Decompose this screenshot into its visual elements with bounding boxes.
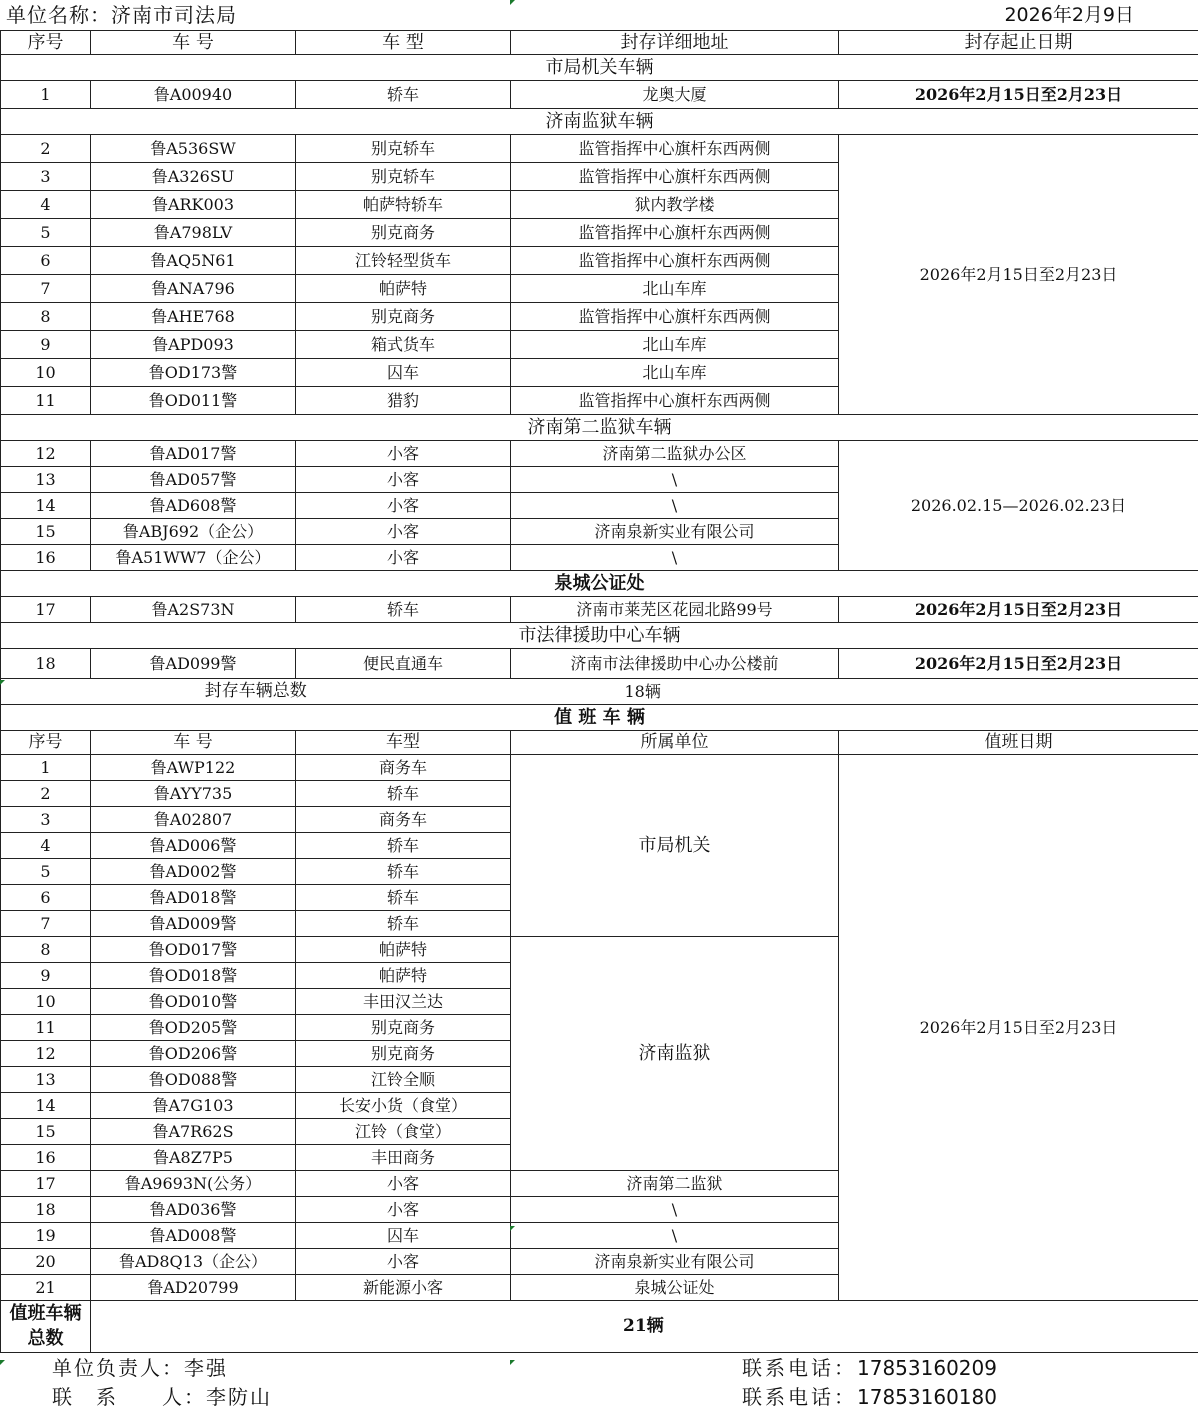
- table-row: [1, 649, 1198, 679]
- plate-number: 鲁A536SW: [91, 135, 296, 163]
- vehicle-type: 小客: [296, 441, 511, 467]
- contact-phone: [510, 1383, 1198, 1411]
- plate-number: 鲁AD057警: [91, 467, 296, 493]
- vehicle-type: 轿车: [296, 911, 511, 937]
- row-number: 4: [1, 833, 91, 859]
- vehicle-type: 帕萨特轿车: [296, 191, 511, 219]
- row-number: 12: [1, 441, 91, 467]
- group-title: 市法律援助中心车辆: [1, 623, 1198, 649]
- vehicle-type: 别克轿车: [296, 163, 511, 191]
- column-header: 封存详细地址: [511, 31, 839, 55]
- seal-address: \: [511, 493, 839, 519]
- column-header: 车 型: [296, 31, 511, 55]
- vehicle-type: 江铃全顺: [296, 1067, 511, 1093]
- seal-address: 监管指挥中心旗杆东西两侧: [511, 135, 839, 163]
- row-number: 7: [1, 275, 91, 303]
- row-number: 18: [1, 1197, 91, 1223]
- vehicle-type: 箱式货车: [296, 331, 511, 359]
- plate-number: 鲁AD002警: [91, 859, 296, 885]
- vehicle-type: 小客: [296, 1171, 511, 1197]
- plate-number: 鲁AD008警: [91, 1223, 296, 1249]
- row-number: 16: [1, 1145, 91, 1171]
- row-number: 10: [1, 989, 91, 1015]
- cell-marker-icon: [510, 1226, 515, 1231]
- row-number: 5: [1, 859, 91, 885]
- group-title: 济南监狱车辆: [1, 109, 1198, 135]
- group-title: 济南第二监狱车辆: [1, 415, 1198, 441]
- plate-number: 鲁AD018警: [91, 885, 296, 911]
- group-title-row: [1, 55, 1198, 81]
- seal-address: 济南市法律援助中心办公楼前: [511, 649, 839, 679]
- duty-title-row: [1, 705, 1198, 731]
- group-title-row: [1, 415, 1198, 441]
- row-number: 6: [1, 247, 91, 275]
- report-date: 2026年2月9日: [1004, 3, 1134, 26]
- vehicle-type: 别克商务: [296, 303, 511, 331]
- column-header: 序号: [1, 31, 91, 55]
- plate-number: 鲁OD018警: [91, 963, 296, 989]
- duty-total-label: [1, 1301, 91, 1353]
- leader-phone-number: 17853160209: [857, 1356, 997, 1380]
- sealed-total-value: 18辆: [511, 679, 1198, 705]
- vehicle-type: 丰田商务: [296, 1145, 511, 1171]
- plate-number: 鲁ABJ692（企公）: [91, 519, 296, 545]
- row-number: 15: [1, 519, 91, 545]
- plate-number: 鲁A9693N(公务）: [91, 1171, 296, 1197]
- plate-number: 鲁ARK003: [91, 191, 296, 219]
- sealed-total-label: 封存车辆总数: [1, 679, 511, 705]
- column-header: 所属单位: [511, 731, 839, 755]
- table-row: [1, 755, 1198, 781]
- row-number: 17: [1, 1171, 91, 1197]
- plate-number: 鲁OD011警: [91, 387, 296, 415]
- duty-total-label-line2: 总数: [27, 1327, 64, 1349]
- table-row: [1, 597, 1198, 623]
- plate-number: 鲁A2S73N: [91, 597, 296, 623]
- sealed-total-row: [1, 679, 1198, 705]
- vehicle-type: 别克商务: [296, 1041, 511, 1067]
- vehicle-type: 便民直通车: [296, 649, 511, 679]
- seal-address: 北山车库: [511, 275, 839, 303]
- seal-address: 济南第二监狱办公区: [511, 441, 839, 467]
- sheet-footer: [0, 1353, 1198, 1411]
- duty-title: 值 班 车 辆: [1, 705, 1198, 731]
- leader-name: 单位负责人：李强: [52, 1356, 228, 1380]
- group-title-row: [1, 623, 1198, 649]
- vehicle-type: 轿车: [296, 781, 511, 807]
- row-number: 1: [1, 81, 91, 109]
- plate-number: 鲁OD088警: [91, 1067, 296, 1093]
- vehicle-type: 轿车: [296, 885, 511, 911]
- group-title: 市局机关车辆: [1, 55, 1198, 81]
- duty-unit: 济南第二监狱: [511, 1171, 839, 1197]
- unit-name: 单位名称：济南市司法局: [6, 3, 237, 27]
- vehicle-table: [0, 30, 1198, 1353]
- vehicle-type: 别克商务: [296, 219, 511, 247]
- row-number: 2: [1, 781, 91, 807]
- row-number: 13: [1, 467, 91, 493]
- table-row: [1, 135, 1198, 163]
- plate-number: 鲁A7R62S: [91, 1119, 296, 1145]
- seal-date: 2026年2月15日至2月23日: [839, 597, 1198, 623]
- row-number: 19: [1, 1223, 91, 1249]
- leader-phone: [510, 1353, 1198, 1383]
- duty-unit: 市局机关: [511, 755, 839, 937]
- vehicle-type: 商务车: [296, 755, 511, 781]
- row-number: 3: [1, 807, 91, 833]
- vehicle-type: 帕萨特: [296, 937, 511, 963]
- seal-address: 监管指挥中心旗杆东西两侧: [511, 219, 839, 247]
- duty-unit: 泉城公证处: [511, 1275, 839, 1301]
- plate-number: 鲁AD20799: [91, 1275, 296, 1301]
- plate-number: 鲁AD099警: [91, 649, 296, 679]
- seal-address: 北山车库: [511, 331, 839, 359]
- vehicle-type: 新能源小客: [296, 1275, 511, 1301]
- row-number: 12: [1, 1041, 91, 1067]
- vehicle-type: 猎豹: [296, 387, 511, 415]
- seal-date: 2026年2月15日至2月23日: [839, 649, 1198, 679]
- vehicle-type: 小客: [296, 519, 511, 545]
- row-number: 9: [1, 331, 91, 359]
- plate-number: 鲁OD205警: [91, 1015, 296, 1041]
- plate-number: 鲁APD093: [91, 331, 296, 359]
- duty-unit: 济南泉新实业有限公司: [511, 1249, 839, 1275]
- column-header: 封存起止日期: [839, 31, 1198, 55]
- seal-address: \: [511, 545, 839, 571]
- duty-unit: 济南监狱: [511, 937, 839, 1171]
- seal-address: 监管指挥中心旗杆东西两侧: [511, 163, 839, 191]
- duty-total-label-line1: 值班车辆: [9, 1303, 82, 1325]
- vehicle-type: 帕萨特: [296, 963, 511, 989]
- vehicle-type: 小客: [296, 545, 511, 571]
- plate-number: 鲁AD006警: [91, 833, 296, 859]
- vehicle-type: 别克轿车: [296, 135, 511, 163]
- plate-number: 鲁AD009警: [91, 911, 296, 937]
- row-number: 11: [1, 387, 91, 415]
- row-number: 3: [1, 163, 91, 191]
- vehicle-type: 轿车: [296, 833, 511, 859]
- row-number: 8: [1, 937, 91, 963]
- duty-date: 2026年2月15日至2月23日: [839, 755, 1198, 1301]
- plate-number: 鲁A7G103: [91, 1093, 296, 1119]
- row-number: 7: [1, 911, 91, 937]
- cell-marker-icon: [510, 0, 515, 5]
- plate-number: 鲁AD608警: [91, 493, 296, 519]
- seal-address: 龙奥大厦: [511, 81, 839, 109]
- seal-address: 济南市莱芜区花园北路99号: [511, 597, 839, 623]
- duty-header-row: [1, 731, 1198, 755]
- vehicle-type: 囚车: [296, 1223, 511, 1249]
- group-title: 泉城公证处: [1, 571, 1198, 597]
- row-number: 5: [1, 219, 91, 247]
- vehicle-type: 别克商务: [296, 1015, 511, 1041]
- vehicle-type: 长安小货（食堂）: [296, 1093, 511, 1119]
- row-number: 2: [1, 135, 91, 163]
- vehicle-type: 小客: [296, 1249, 511, 1275]
- seal-date: 2026.02.15—2026.02.23日: [839, 441, 1198, 571]
- cell-marker-icon: [510, 1360, 515, 1365]
- row-number: 14: [1, 1093, 91, 1119]
- contact-name: 联 系 人：李防山: [52, 1385, 272, 1409]
- row-number: 4: [1, 191, 91, 219]
- plate-number: 鲁OD010警: [91, 989, 296, 1015]
- group-title-row: [1, 109, 1198, 135]
- column-header: 值班日期: [839, 731, 1198, 755]
- row-number: 11: [1, 1015, 91, 1041]
- row-number: 9: [1, 963, 91, 989]
- seal-address: \: [511, 467, 839, 493]
- duty-unit: \: [511, 1197, 839, 1223]
- contact-phone-number: 17853160180: [857, 1385, 997, 1409]
- duty-total-row: [1, 1301, 1198, 1353]
- duty-unit: \: [511, 1223, 839, 1249]
- seal-date: 2026年2月15日至2月23日: [839, 135, 1198, 415]
- table-row: [1, 81, 1198, 109]
- plate-number: 鲁AWP122: [91, 755, 296, 781]
- table-row: [1, 441, 1198, 467]
- seal-date: 2026年2月15日至2月23日: [839, 81, 1198, 109]
- plate-number: 鲁A326SU: [91, 163, 296, 191]
- cell-marker-icon: [0, 1360, 5, 1365]
- row-number: 16: [1, 545, 91, 571]
- plate-number: 鲁OD017警: [91, 937, 296, 963]
- seal-address: 监管指挥中心旗杆东西两侧: [511, 387, 839, 415]
- vehicle-type: 帕萨特: [296, 275, 511, 303]
- vehicle-type: 囚车: [296, 359, 511, 387]
- plate-number: 鲁AYY735: [91, 781, 296, 807]
- vehicle-type: 商务车: [296, 807, 511, 833]
- column-header: 序号: [1, 731, 91, 755]
- vehicle-type: 江铃轻型货车: [296, 247, 511, 275]
- vehicle-type: 江铃（食堂）: [296, 1119, 511, 1145]
- column-header: 车 号: [91, 731, 296, 755]
- vehicle-type: 轿车: [296, 859, 511, 885]
- vehicle-type: 小客: [296, 1197, 511, 1223]
- row-number: 6: [1, 885, 91, 911]
- plate-number: 鲁AD8Q13（企公）: [91, 1249, 296, 1275]
- seal-address: 监管指挥中心旗杆东西两侧: [511, 303, 839, 331]
- row-number: 15: [1, 1119, 91, 1145]
- vehicle-type: 小客: [296, 493, 511, 519]
- column-header: 车 号: [91, 31, 296, 55]
- contact-phone-label: 联系电话：: [742, 1385, 857, 1409]
- row-number: 8: [1, 303, 91, 331]
- vehicle-type: 小客: [296, 467, 511, 493]
- plate-number: 鲁A8Z7P5: [91, 1145, 296, 1171]
- row-number: 13: [1, 1067, 91, 1093]
- seal-address: 济南泉新实业有限公司: [511, 519, 839, 545]
- row-number: 20: [1, 1249, 91, 1275]
- row-number: 1: [1, 755, 91, 781]
- seal-address: 监管指挥中心旗杆东西两侧: [511, 247, 839, 275]
- plate-number: 鲁AD017警: [91, 441, 296, 467]
- plate-number: 鲁OD173警: [91, 359, 296, 387]
- leader-phone-label: 联系电话：: [742, 1356, 857, 1380]
- plate-number: 鲁ANA796: [91, 275, 296, 303]
- row-number: 18: [1, 649, 91, 679]
- plate-number: 鲁OD206警: [91, 1041, 296, 1067]
- cell-marker-icon: [0, 680, 5, 685]
- row-number: 21: [1, 1275, 91, 1301]
- row-number: 14: [1, 493, 91, 519]
- plate-number: 鲁A51WW7（企公）: [91, 545, 296, 571]
- group-title-row: [1, 571, 1198, 597]
- row-number: 10: [1, 359, 91, 387]
- duty-total-value: 21辆: [91, 1301, 1198, 1353]
- plate-number: 鲁AD036警: [91, 1197, 296, 1223]
- plate-number: 鲁A02807: [91, 807, 296, 833]
- plate-number: 鲁AQ5N61: [91, 247, 296, 275]
- seal-address: 狱内教学楼: [511, 191, 839, 219]
- plate-number: 鲁A00940: [91, 81, 296, 109]
- plate-number: 鲁A798LV: [91, 219, 296, 247]
- plate-number: 鲁AHE768: [91, 303, 296, 331]
- sheet-header: [0, 0, 1198, 30]
- column-header: 车型: [296, 731, 511, 755]
- vehicle-type: 轿车: [296, 81, 511, 109]
- sealed-header-row: [1, 31, 1198, 55]
- vehicle-type: 丰田汉兰达: [296, 989, 511, 1015]
- vehicle-type: 轿车: [296, 597, 511, 623]
- row-number: 17: [1, 597, 91, 623]
- seal-address: 北山车库: [511, 359, 839, 387]
